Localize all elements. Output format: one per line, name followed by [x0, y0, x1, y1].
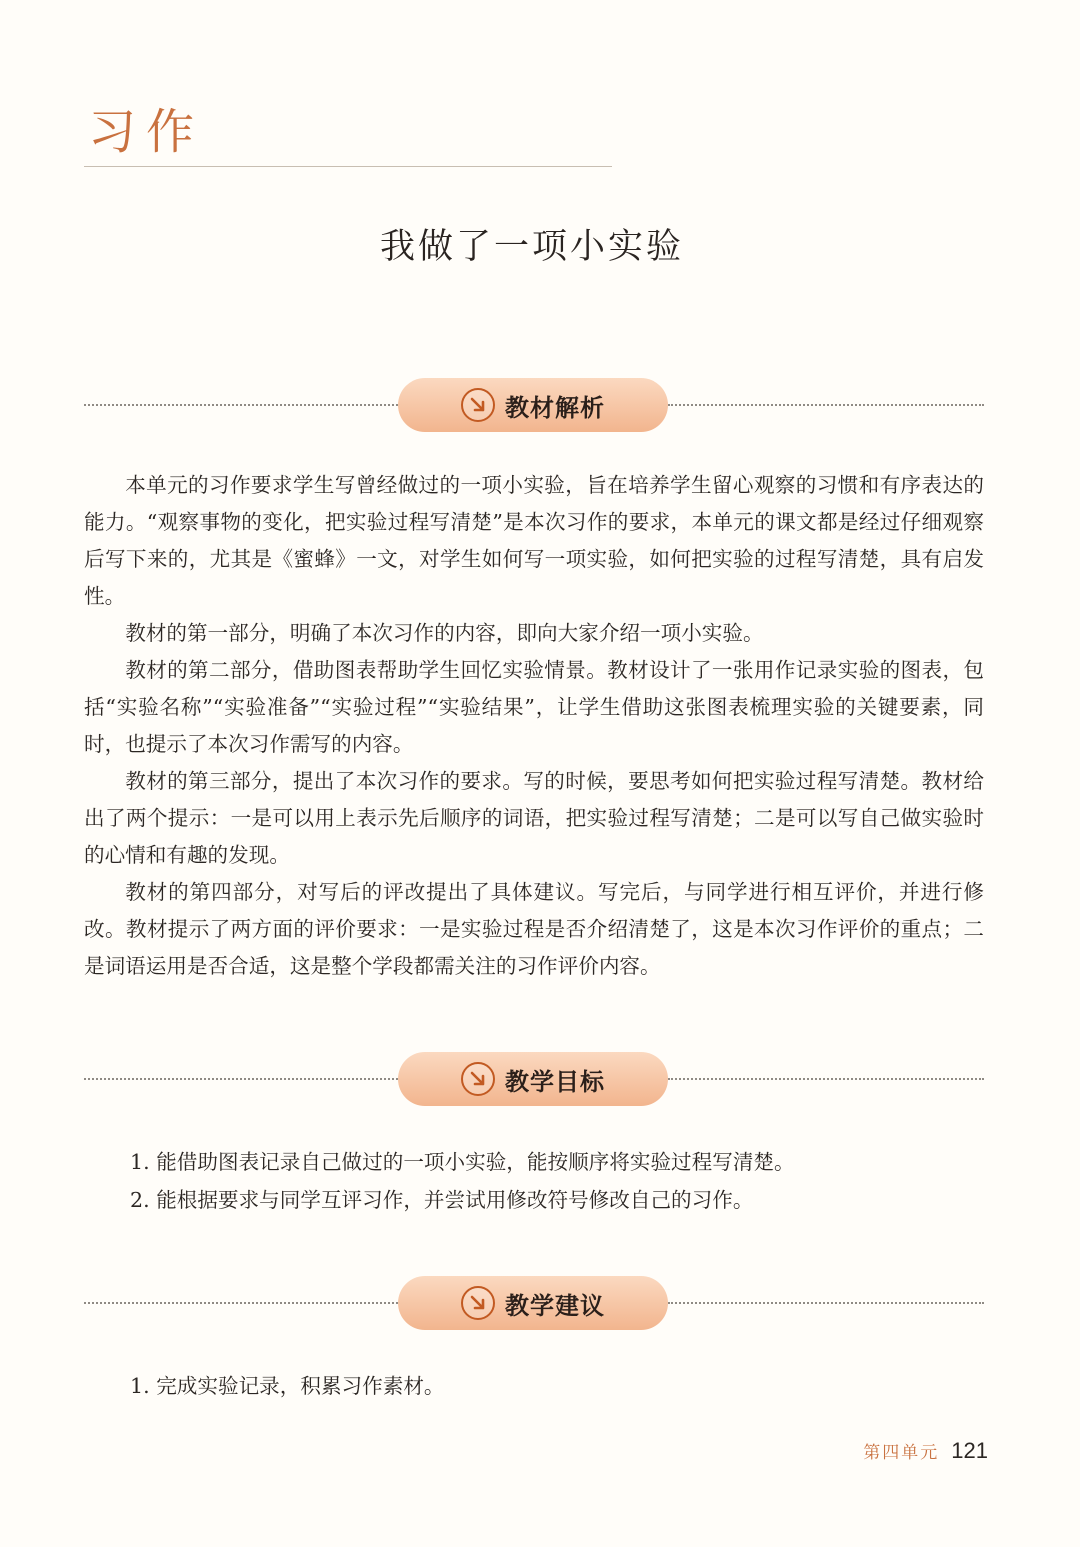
paragraph: 本单元的习作要求学生写曾经做过的一项小实验，旨在培养学生留心观察的习惯和有序表达的能力。“观察事物的变化，把实验过程写清楚”是本次习作的要求，本单元的课文都是经过仔细观察后写下来的，尤其是《蜜蜂》一文，对学生如何写一项实验，如何把实验的过程写清楚，具有启发性。: [84, 473, 984, 608]
unit-label: 第四单元: [863, 1443, 940, 1463]
banner-pill: [398, 1052, 668, 1106]
banner-pill: [398, 1276, 668, 1330]
title-underline: [84, 166, 612, 167]
banner-textbook-analysis: [84, 378, 984, 432]
arrow-circle-icon: [461, 388, 495, 422]
banner-teaching-suggestions: [84, 1276, 984, 1330]
banner-heading: 教材解析: [505, 393, 605, 422]
analysis-text: [84, 467, 984, 985]
paragraph: 教材的第一部分，明确了本次习作的内容，即向大家介绍一项小实验。: [125, 621, 764, 645]
banner-heading: 教学目标: [505, 1067, 605, 1096]
page-number: 121: [951, 1438, 988, 1463]
banner-heading: 教学建议: [505, 1291, 605, 1320]
paragraph: 教材的第四部分，对写后的评改提出了具体建议。写完后，与同学进行相互评价，并进行修改。教材提示了两方面的评价要求：一是实验过程是否介绍清楚了，这是本次习作评价的重点；二是词语运用是否合适，这是整个学段都需关注的习作评价内容。: [84, 880, 984, 978]
dotted-divider: [668, 1302, 984, 1304]
goals-list: [130, 1143, 990, 1219]
arrow-circle-icon: [461, 1062, 495, 1096]
paragraph: 教材的第三部分，提出了本次习作的要求。写的时候，要思考如何把实验过程写清楚。教材给出了两个提示：一是可以用上表示先后顺序的词语，把实验过程写清楚；二是可以写自己做实验时的心情和有趣的发现。: [84, 769, 984, 867]
arrow-circle-icon: [461, 1286, 495, 1320]
dotted-divider: [84, 1078, 398, 1080]
page-footer: [863, 1438, 988, 1464]
dotted-divider: [668, 1078, 984, 1080]
dotted-divider: [84, 1302, 398, 1304]
dotted-divider: [84, 404, 398, 406]
suggestions-list: [130, 1367, 990, 1405]
list-item: 2. 能根据要求与同学互评习作，并尝试用修改符号修改自己的习作。: [130, 1188, 754, 1212]
paragraph: 教材的第二部分，借助图表帮助学生回忆实验情景。教材设计了一张用作记录实验的图表，包括“实验名称”“实验准备”“实验过程”“实验结果”，让学生借助这张图表梳理实验的关键要素，同时，也提示了本次习作需写的内容。: [84, 658, 984, 756]
list-item: 1. 能借助图表记录自己做过的一项小实验，能按顺序将实验过程写清楚。: [130, 1150, 795, 1174]
dotted-divider: [668, 404, 984, 406]
section-title: 习作: [88, 104, 205, 160]
lesson-title: 我做了一项小实验: [379, 227, 684, 267]
list-item: 1. 完成实验记录，积累习作素材。: [130, 1374, 445, 1398]
banner-teaching-goals: [84, 1052, 984, 1106]
banner-pill: [398, 378, 668, 432]
